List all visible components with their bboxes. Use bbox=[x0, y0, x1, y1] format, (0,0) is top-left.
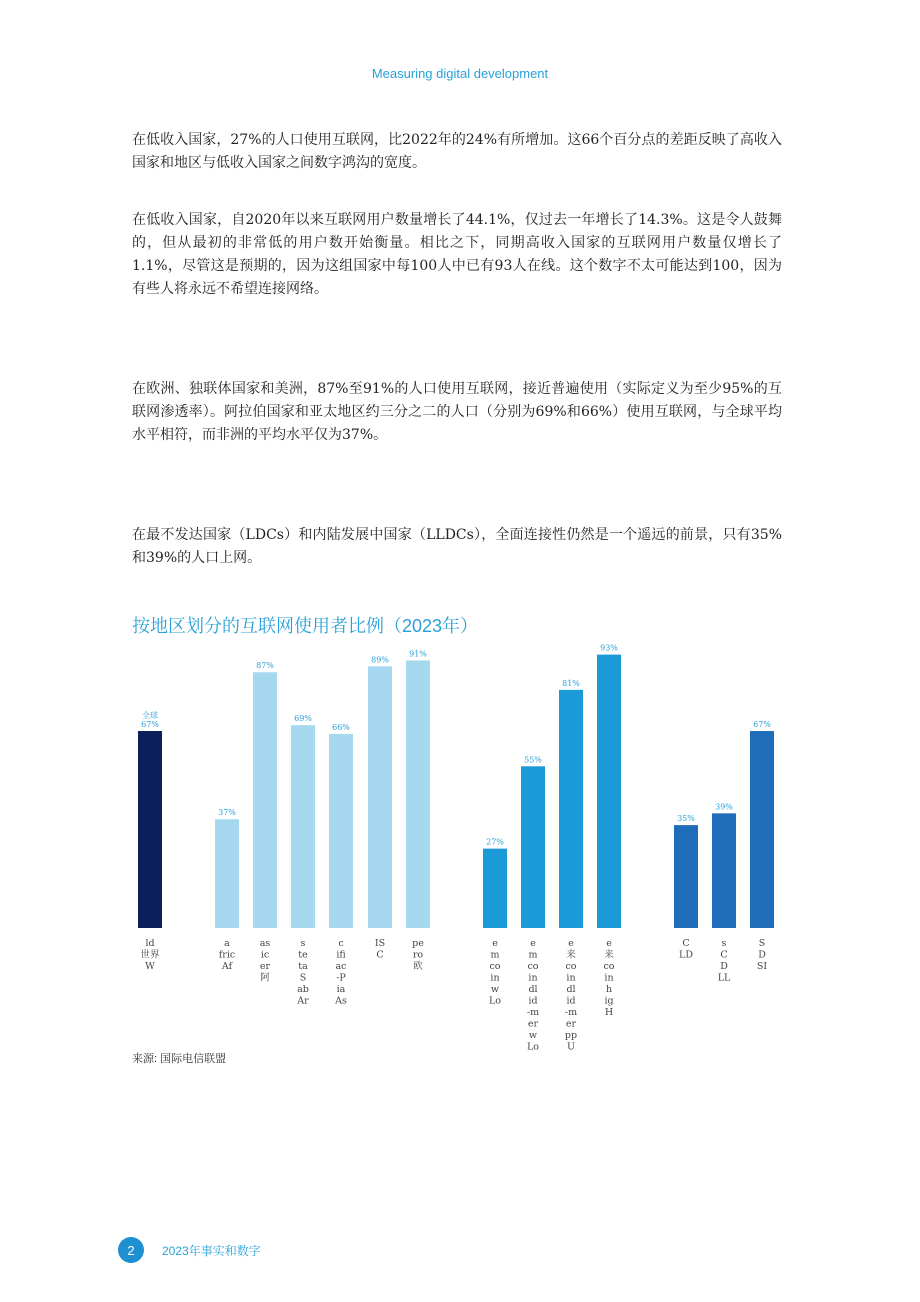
bar-category-label-12-3: LL bbox=[717, 972, 731, 984]
bar-category-label-9-5: id bbox=[566, 995, 576, 1007]
bar-category-label-7-2: co bbox=[489, 961, 501, 972]
bar-4 bbox=[329, 734, 353, 928]
bar-category-label-0-0: ld bbox=[145, 938, 155, 949]
bar-6 bbox=[406, 660, 430, 928]
paragraph-3: 在欧洲、独联体国家和美洲，87%至91%的人口使用互联网，接近普遍使用（实际定义为至少95%的互联网渗透率）。阿拉伯国家和亚太地区约三分之二的人口（分别为69%和66%）使用互联网，与全球平均水平相符，而非洲的平均水平仅为37%。 bbox=[132, 381, 782, 443]
bar-category-label-12-0: s bbox=[721, 938, 727, 949]
bar-value-label-10: 93% bbox=[600, 643, 618, 653]
bar-1 bbox=[215, 819, 239, 928]
bar-value-label-9: 81% bbox=[562, 678, 580, 688]
bar-category-label-9-2: co bbox=[565, 961, 577, 972]
bar-8 bbox=[521, 766, 545, 928]
bar-category-label-10-3: in bbox=[604, 972, 614, 984]
bar-category-label-10-6: H bbox=[604, 1007, 614, 1018]
source-note: 来源: 国际电信联盟 bbox=[132, 1053, 227, 1065]
bar-11 bbox=[674, 825, 698, 928]
bar-value-label-2: 87% bbox=[256, 661, 274, 671]
bar-category-label-9-4: dl bbox=[566, 984, 576, 995]
bar-5 bbox=[368, 666, 392, 928]
bar-9 bbox=[559, 690, 583, 928]
bar-category-label-3-0: s bbox=[300, 938, 306, 949]
footer bbox=[118, 1236, 261, 1264]
bar-category-label-6-1: ro bbox=[412, 949, 424, 961]
bar-0 bbox=[138, 731, 162, 928]
footer-title: 2023年事实和数字 bbox=[162, 1243, 261, 1258]
bar-category-label-8-4: dl bbox=[528, 984, 538, 995]
bar-category-label-1-2: Af bbox=[221, 961, 233, 972]
bar-category-label-6-2: 欧 bbox=[413, 961, 423, 972]
paragraph-1: 在低收入国家，27%的人口使用互联网，比2022年的24%有所增加。这66个百分点的差距反映了高收入国家和地区与低收入国家之间数字鸿沟的宽度。 bbox=[132, 132, 782, 171]
bar-category-label-8-3: in bbox=[528, 972, 538, 984]
bar-category-label-7-3: in bbox=[490, 972, 500, 984]
bar-category-label-4-3: -P bbox=[336, 972, 346, 984]
paragraph-2: 在低收入国家，自2020年以来互联网用户数量增长了44.1%，仅过去一年增长了14.3%。这是令人鼓舞的，但从最初的非常低的用户数开始衡量。相比之下，同期高收入国家的互联网用户数量仅增长了1.1%，尽管这是预期的，因为这组国家中每100人中已有93人在线。这个数字不太可能达到100，因为有些人将永远不希望连接网络。 bbox=[132, 212, 782, 297]
bar-category-label-1-0: a bbox=[224, 938, 230, 949]
bar-category-label-9-3: in bbox=[566, 972, 576, 984]
bar-value-label-1: 37% bbox=[218, 808, 236, 818]
bar-category-label-9-8: pp bbox=[564, 1030, 578, 1041]
bar-category-label-1-1: fric bbox=[218, 949, 236, 961]
bar-value-label-3: 69% bbox=[294, 714, 312, 724]
bar-category-label-10-0: e bbox=[606, 938, 612, 949]
bar-category-label-7-5: Lo bbox=[488, 995, 502, 1007]
bar-category-label-13-2: SI bbox=[756, 961, 768, 972]
bar-category-label-8-0: e bbox=[530, 938, 536, 949]
bar-category-label-9-6: -m bbox=[564, 1007, 578, 1018]
bar-category-label-3-3: S bbox=[299, 972, 307, 984]
bar-category-label-4-2: ac bbox=[335, 961, 347, 972]
bar-value-label-12: 39% bbox=[715, 802, 733, 812]
bar-10 bbox=[597, 655, 621, 928]
bar-category-label-6-0: pe bbox=[412, 938, 424, 949]
bar-value-label-0: 67% bbox=[141, 720, 159, 730]
bar-category-label-5-1: C bbox=[376, 949, 384, 961]
bar-2 bbox=[253, 672, 277, 928]
bar-category-label-7-0: e bbox=[492, 938, 498, 949]
bar-13 bbox=[750, 731, 774, 928]
bar-category-label-2-2: er bbox=[259, 961, 271, 972]
bar-category-label-10-1: 来 bbox=[604, 949, 614, 961]
bar-category-label-9-1: 来 bbox=[566, 949, 576, 961]
bar-category-label-2-0: as bbox=[259, 938, 271, 949]
bar-category-label-11-1: LD bbox=[679, 949, 693, 961]
bar-category-label-8-9: Lo bbox=[526, 1041, 540, 1050]
bar-category-label-3-2: ta bbox=[298, 961, 308, 972]
bar-chart bbox=[0, 640, 920, 1050]
bar-category-label-10-2: co bbox=[603, 961, 615, 972]
bar-category-label-7-1: m bbox=[490, 949, 500, 961]
bar-category-label-3-4: ab bbox=[297, 984, 309, 995]
bar-category-label-13-1: D bbox=[758, 949, 766, 961]
bar-12 bbox=[712, 813, 736, 928]
bar-category-label-9-9: U bbox=[566, 1041, 576, 1050]
bar-category-label-8-8: w bbox=[528, 1030, 538, 1041]
bar-category-label-8-2: co bbox=[527, 961, 539, 972]
bar-category-label-12-1: C bbox=[720, 949, 728, 961]
paragraph-4: 在最不发达国家（LDCs）和内陆发展中国家（LLDCs），全面连接性仍然是一个遥远的前景，只有35%和39%的人口上网。 bbox=[132, 527, 782, 566]
bar-category-label-4-5: As bbox=[335, 995, 347, 1007]
running-header: Measuring digital development bbox=[371, 66, 549, 81]
bar-category-label-2-3: 阿 bbox=[260, 972, 270, 984]
bar-category-label-4-0: c bbox=[338, 938, 344, 949]
bar-3 bbox=[291, 725, 315, 928]
chart-title: 按地区划分的互联网使用者比例（2023年） bbox=[132, 616, 479, 636]
bar-category-label-10-5: ig bbox=[604, 995, 614, 1007]
bar-value-label-8: 55% bbox=[524, 755, 542, 765]
bar-category-label-9-7: er bbox=[565, 1018, 577, 1030]
bar-category-label-4-4: ia bbox=[336, 984, 346, 995]
bar-value-label-13: 67% bbox=[753, 720, 771, 730]
bar-category-label-3-1: te bbox=[298, 949, 308, 961]
bar-category-label-8-1: m bbox=[528, 949, 538, 961]
bar-category-label-2-1: ic bbox=[260, 949, 270, 961]
bar-value-label-7: 27% bbox=[486, 837, 504, 847]
bar-category-label-8-5: id bbox=[528, 995, 538, 1007]
bar-category-label-12-2: D bbox=[720, 961, 728, 972]
bar-value-label-6: 91% bbox=[409, 649, 427, 659]
bar-value-label-4: 66% bbox=[332, 722, 350, 732]
bar-category-label-9-0: e bbox=[568, 938, 574, 949]
bar-category-label-11-0: C bbox=[682, 938, 690, 949]
bar-category-label-5-0: IS bbox=[374, 938, 386, 949]
bar-category-label-7-4: w bbox=[490, 984, 500, 995]
bar-category-label-8-7: er bbox=[527, 1018, 539, 1030]
bar-category-label-0-1: 世界 bbox=[140, 949, 160, 961]
bar-7 bbox=[483, 849, 507, 928]
bar-category-label-3-5: Ar bbox=[297, 995, 309, 1007]
bar-value-label-5: 89% bbox=[371, 655, 389, 665]
bar-category-label-4-1: ifi bbox=[336, 949, 346, 961]
bar-value-label-11: 35% bbox=[677, 814, 695, 824]
bar-category-label-0-2: W bbox=[145, 961, 155, 972]
bar-category-label-8-6: -m bbox=[526, 1007, 540, 1018]
bar-category-label-13-0: S bbox=[758, 938, 766, 949]
bar-extra-label-0: 全球 bbox=[142, 711, 158, 721]
page-number: 2 bbox=[118, 1237, 144, 1263]
bar-category-label-10-4: h bbox=[605, 984, 613, 995]
